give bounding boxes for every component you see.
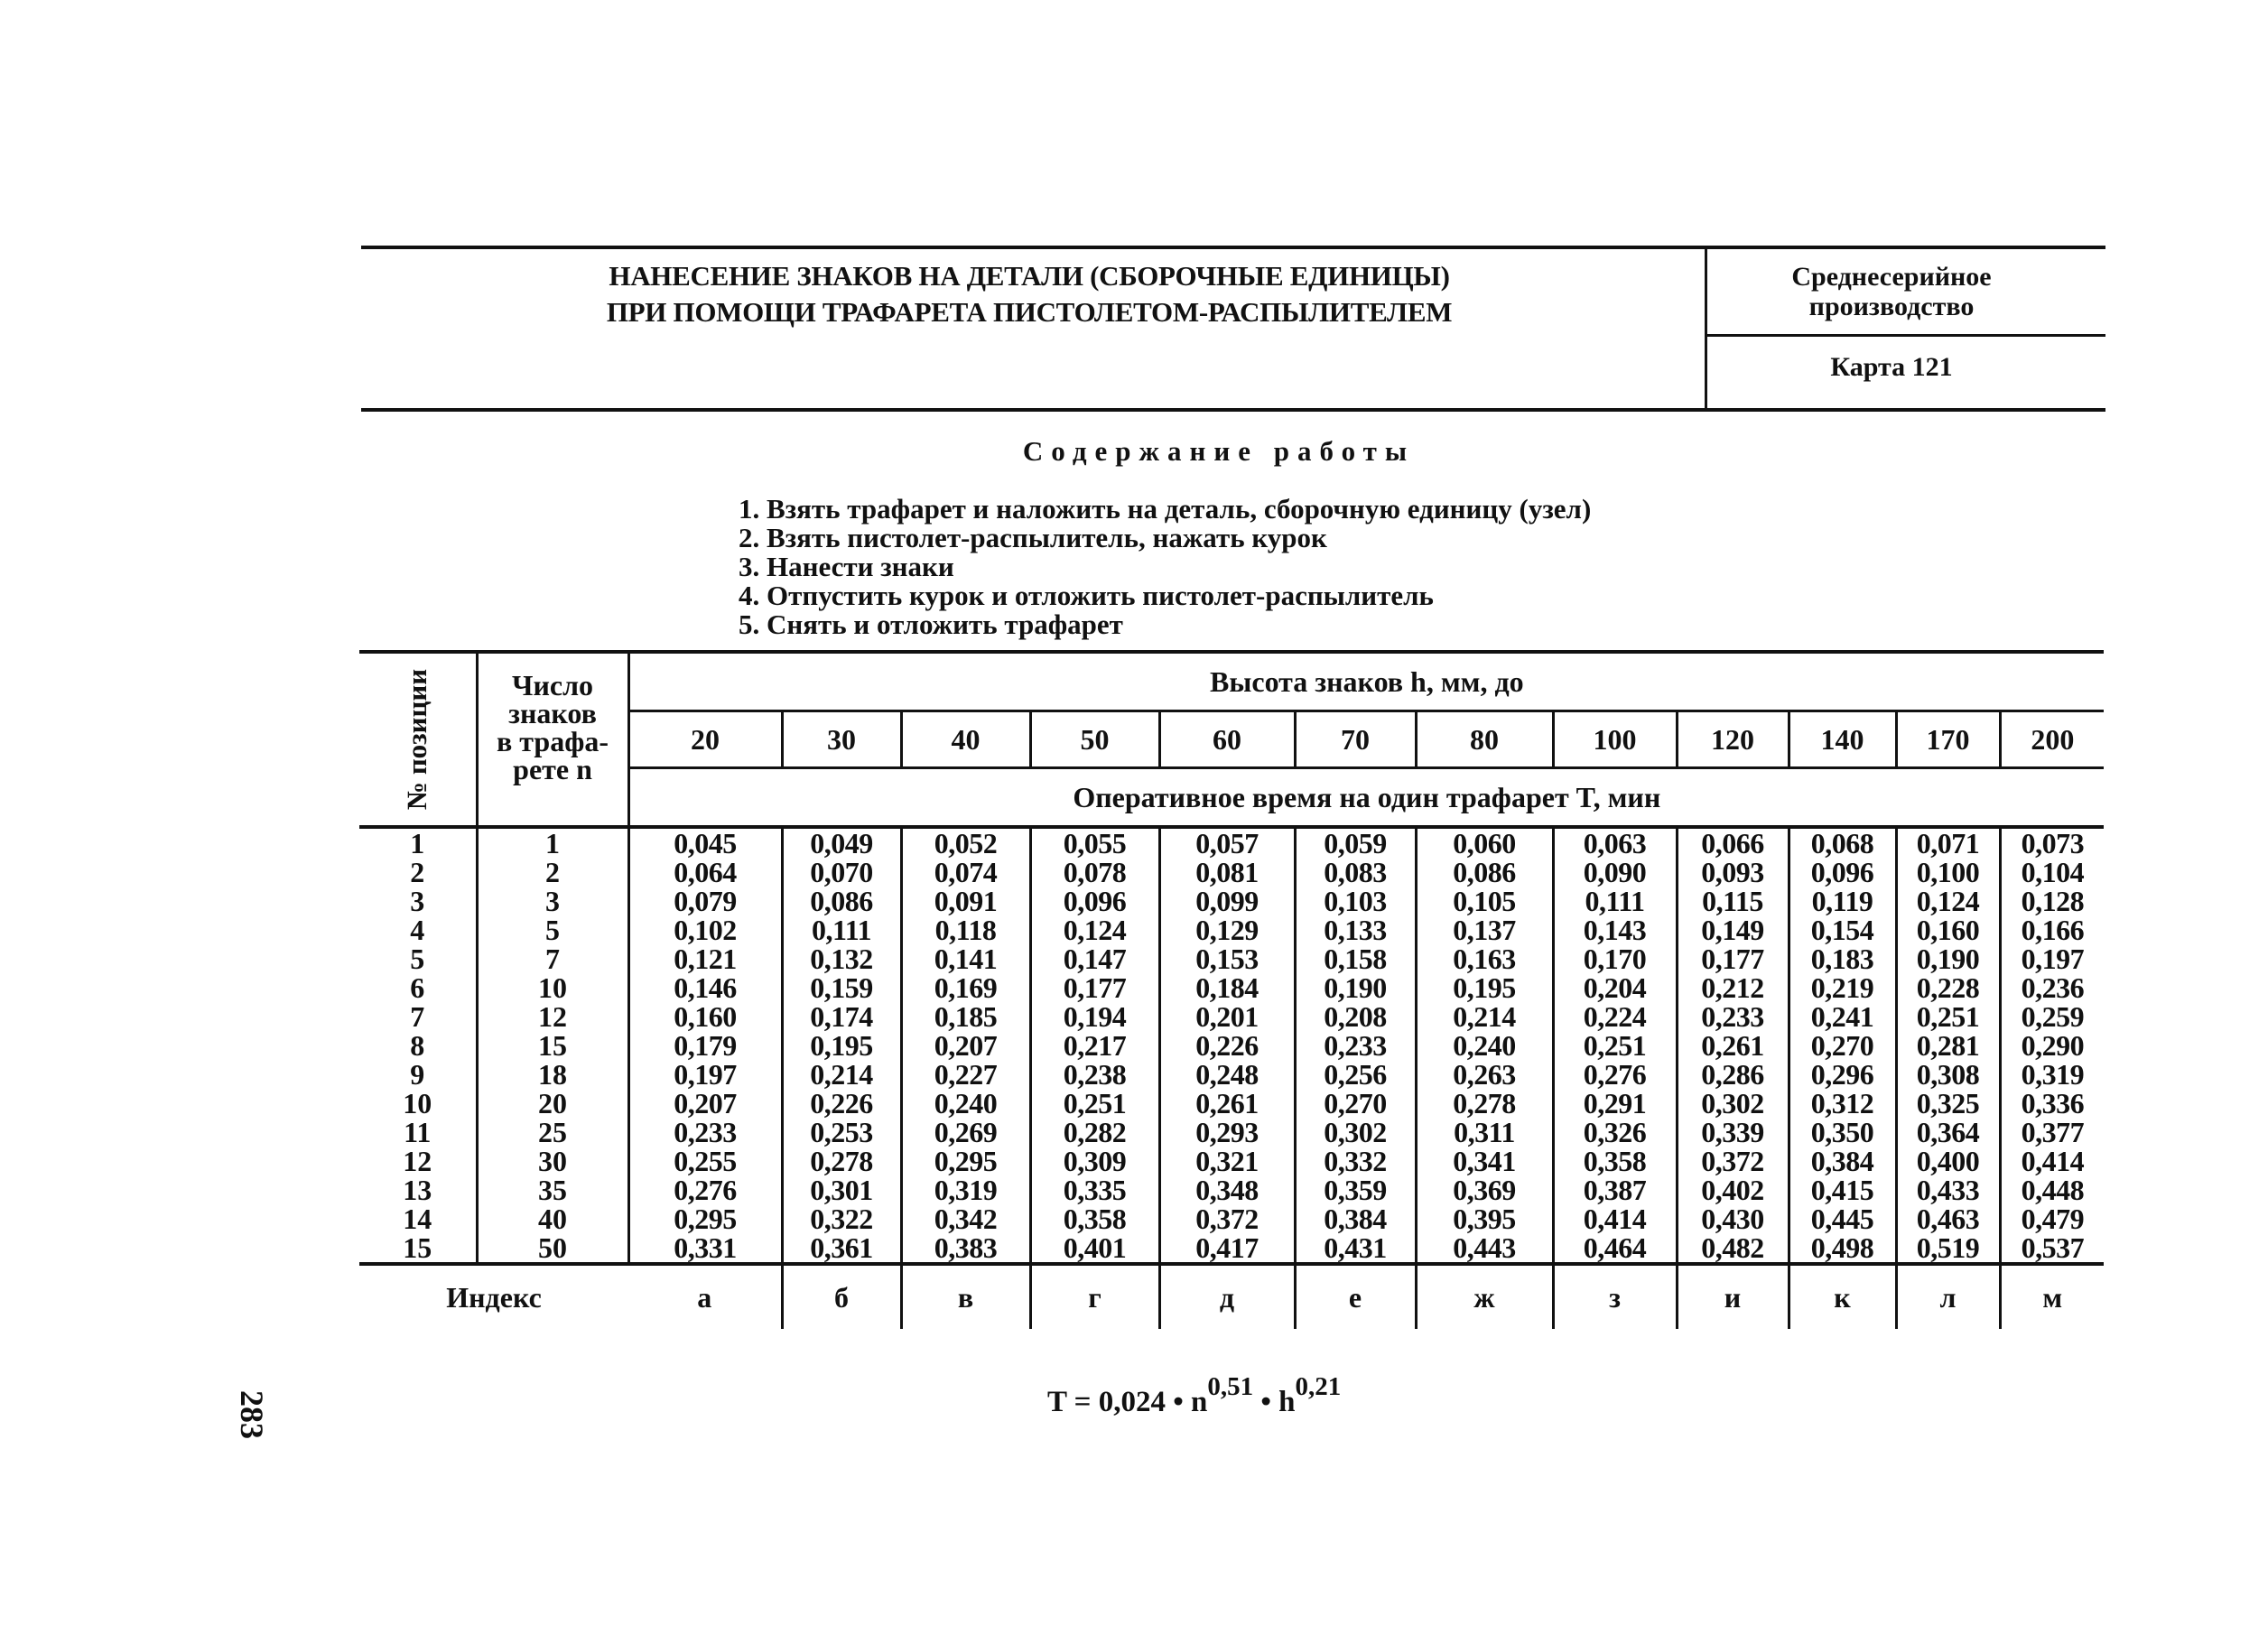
time-value: 0,319 [934, 1174, 998, 1206]
time-value: 0,111 [1585, 885, 1645, 917]
time-value: 0,214 [810, 1058, 873, 1091]
time-value: 0,290 [2021, 1029, 2085, 1062]
header-top-rule [361, 246, 2105, 249]
time-value: 0,372 [1195, 1203, 1259, 1235]
time-value: 0,190 [1324, 971, 1387, 1004]
height-header: 20 [628, 711, 782, 768]
time-value: 0,132 [810, 943, 873, 975]
position-value: 1 [410, 827, 425, 859]
position-value: 5 [410, 943, 425, 975]
time-value: 0,207 [934, 1029, 998, 1062]
time-value: 0,400 [1916, 1145, 1980, 1177]
time-value: 0,102 [674, 914, 737, 946]
time-value: 0,251 [1063, 1087, 1127, 1119]
time-value: 0,402 [1701, 1174, 1764, 1206]
time-value: 0,384 [1810, 1145, 1874, 1177]
time-value: 0,296 [1810, 1058, 1874, 1091]
time-value: 0,093 [1701, 856, 1764, 888]
time-value: 0,163 [1453, 943, 1516, 975]
time-value: 0,219 [1810, 971, 1874, 1004]
count-value: 5 [545, 914, 560, 946]
time-value: 0,359 [1324, 1174, 1387, 1206]
time-value: 0,224 [1583, 1000, 1647, 1033]
time-value: 0,240 [934, 1087, 998, 1119]
header-bottom-rule [361, 408, 2105, 412]
time-value: 0,052 [934, 827, 998, 859]
time-value: 0,253 [810, 1116, 873, 1148]
time-value: 0,066 [1701, 827, 1764, 859]
time-value: 0,387 [1583, 1174, 1647, 1206]
time-norms-table [359, 650, 2104, 1329]
time-column [628, 827, 782, 1264]
count-value: 1 [545, 827, 560, 859]
time-value: 0,174 [810, 1000, 873, 1033]
time-column [1896, 827, 2000, 1264]
time-value: 0,091 [934, 885, 998, 917]
index-cell: ж [1416, 1264, 1553, 1329]
time-value: 0,238 [1063, 1058, 1127, 1091]
time-value: 0,184 [1195, 971, 1259, 1004]
time-value: 0,278 [810, 1145, 873, 1177]
time-value: 0,159 [810, 971, 873, 1004]
time-value: 0,263 [1453, 1058, 1516, 1091]
time-value: 0,358 [1583, 1145, 1647, 1177]
time-value: 0,248 [1195, 1058, 1259, 1091]
formula-exp-h: 0,21 [1295, 1372, 1342, 1401]
work-steps-list [739, 495, 1591, 639]
time-value: 0,212 [1701, 971, 1764, 1004]
count-value: 50 [538, 1231, 567, 1264]
time-value: 0,086 [810, 885, 873, 917]
time-value: 0,233 [674, 1116, 737, 1148]
position-value: 13 [403, 1174, 432, 1206]
time-value: 0,207 [674, 1087, 737, 1119]
time-value: 0,350 [1810, 1116, 1874, 1148]
time-value: 0,233 [1701, 1000, 1764, 1033]
time-value: 0,335 [1063, 1174, 1127, 1206]
time-value: 0,301 [810, 1174, 873, 1206]
time-value: 0,233 [1324, 1029, 1387, 1062]
time-value: 0,270 [1810, 1029, 1874, 1062]
time-value: 0,160 [674, 1000, 737, 1033]
position-header-cell [359, 652, 477, 827]
time-value: 0,146 [674, 971, 737, 1004]
time-value: 0,166 [2021, 914, 2085, 946]
time-value: 0,204 [1583, 971, 1647, 1004]
time-column [1416, 827, 1553, 1264]
time-value: 0,111 [812, 914, 871, 946]
time-value: 0,276 [1583, 1058, 1647, 1091]
time-column [782, 827, 901, 1264]
time-value: 0,339 [1701, 1116, 1764, 1148]
time-value: 0,086 [1453, 856, 1516, 888]
time-value: 0,073 [2021, 827, 2085, 859]
time-value: 0,286 [1701, 1058, 1764, 1091]
time-value: 0,118 [934, 914, 997, 946]
work-step: 2. Взять пистолет-распылитель, нажать курок [739, 522, 1327, 553]
time-value: 0,261 [1195, 1087, 1259, 1119]
time-value: 0,115 [1702, 885, 1763, 917]
count-column [477, 827, 628, 1264]
count-value: 30 [538, 1145, 567, 1177]
production-type [1715, 262, 2068, 321]
data-row [359, 827, 2104, 1264]
time-value: 0,322 [810, 1203, 873, 1235]
time-value: 0,090 [1583, 856, 1647, 888]
height-header: 120 [1677, 711, 1789, 768]
time-value: 0,096 [1063, 885, 1127, 917]
time-value: 0,401 [1063, 1231, 1127, 1264]
height-header: 60 [1159, 711, 1295, 768]
time-value: 0,445 [1810, 1203, 1874, 1235]
time-value: 0,183 [1810, 943, 1874, 975]
count-header-line: в трафа- [497, 725, 609, 757]
count-header-line: рете n [513, 753, 592, 785]
time-value: 0,096 [1810, 856, 1874, 888]
time-value: 0,195 [810, 1029, 873, 1062]
time-value: 0,302 [1701, 1087, 1764, 1119]
time-value: 0,149 [1701, 914, 1764, 946]
time-value: 0,241 [1810, 1000, 1874, 1033]
document-title [361, 258, 1697, 330]
position-value: 7 [410, 1000, 425, 1033]
height-header: 70 [1295, 711, 1416, 768]
time-value: 0,443 [1453, 1231, 1516, 1264]
time-value: 0,383 [934, 1231, 998, 1264]
count-value: 3 [545, 885, 560, 917]
time-value: 0,348 [1195, 1174, 1259, 1206]
height-header: 40 [901, 711, 1030, 768]
time-value: 0,312 [1810, 1087, 1874, 1119]
time-value: 0,074 [934, 856, 998, 888]
time-value: 0,325 [1916, 1087, 1980, 1119]
height-header: 80 [1416, 711, 1553, 768]
count-value: 15 [538, 1029, 567, 1062]
time-value: 0,197 [2021, 943, 2085, 975]
time-value: 0,049 [810, 827, 873, 859]
time-value: 0,064 [674, 856, 737, 888]
time-value: 0,369 [1453, 1174, 1516, 1206]
time-header: Оперативное время на один трафарет T, мин [1073, 780, 1661, 813]
time-value: 0,141 [934, 943, 998, 975]
time-value: 0,282 [1063, 1116, 1127, 1148]
time-value: 0,308 [1916, 1058, 1980, 1091]
time-value: 0,160 [1916, 914, 1980, 946]
time-value: 0,137 [1453, 914, 1516, 946]
time-value: 0,103 [1324, 885, 1387, 917]
time-value: 0,228 [1916, 971, 1980, 1004]
formula-mid: • h [1253, 1386, 1296, 1418]
work-step: 3. Нанести знаки [739, 551, 954, 582]
time-value: 0,431 [1324, 1231, 1387, 1264]
time-value: 0,414 [1583, 1203, 1647, 1235]
time-value: 0,341 [1453, 1145, 1516, 1177]
count-header-cell [477, 652, 628, 827]
time-value: 0,068 [1810, 827, 1874, 859]
time-value: 0,197 [674, 1058, 737, 1091]
time-value: 0,261 [1701, 1029, 1764, 1062]
time-value: 0,319 [2021, 1058, 2085, 1091]
time-value: 0,099 [1195, 885, 1259, 917]
time-value: 0,236 [2021, 971, 2085, 1004]
time-value: 0,295 [674, 1203, 737, 1235]
time-value: 0,270 [1324, 1087, 1387, 1119]
time-value: 0,060 [1453, 827, 1516, 859]
position-value: 2 [410, 856, 425, 888]
index-cell: в [901, 1264, 1030, 1329]
time-value: 0,226 [810, 1087, 873, 1119]
index-cell: д [1159, 1264, 1295, 1329]
time-value: 0,078 [1063, 856, 1127, 888]
time-value: 0,430 [1701, 1203, 1764, 1235]
time-value: 0,537 [2021, 1231, 2085, 1264]
count-value: 2 [545, 856, 560, 888]
time-value: 0,433 [1916, 1174, 1980, 1206]
time-value: 0,190 [1916, 943, 1980, 975]
position-value: 8 [410, 1029, 425, 1062]
time-value: 0,482 [1701, 1231, 1764, 1264]
time-value: 0,124 [1916, 885, 1980, 917]
time-value: 0,100 [1916, 856, 1980, 888]
index-row [359, 1264, 2104, 1329]
time-value: 0,309 [1063, 1145, 1127, 1177]
time-value: 0,059 [1324, 827, 1387, 859]
time-value: 0,070 [810, 856, 873, 888]
time-value: 0,129 [1195, 914, 1259, 946]
time-value: 0,201 [1195, 1000, 1259, 1033]
work-step: 5. Снять и отложить трафарет [739, 608, 1123, 640]
time-value: 0,071 [1916, 827, 1980, 859]
time-value: 0,214 [1453, 1000, 1516, 1033]
count-value: 10 [538, 971, 567, 1004]
time-value: 0,321 [1195, 1145, 1259, 1177]
header-right-rule [1707, 334, 2105, 337]
time-value: 0,217 [1063, 1029, 1127, 1062]
time-value: 0,227 [934, 1058, 998, 1091]
time-value: 0,278 [1453, 1087, 1516, 1119]
index-cell: г [1030, 1264, 1159, 1329]
time-value: 0,417 [1195, 1231, 1259, 1264]
time-value: 0,104 [2021, 856, 2085, 888]
formula [1047, 1372, 1342, 1419]
header-row-group [359, 652, 2104, 711]
height-header: 30 [782, 711, 901, 768]
time-column [1677, 827, 1789, 1264]
count-value: 25 [538, 1116, 567, 1148]
index-cell: е [1295, 1264, 1416, 1329]
time-value: 0,063 [1583, 827, 1647, 859]
time-value: 0,195 [1453, 971, 1516, 1004]
time-column [901, 827, 1030, 1264]
time-value: 0,332 [1324, 1145, 1387, 1177]
position-column [359, 827, 477, 1264]
time-value: 0,185 [934, 1000, 998, 1033]
count-value: 18 [538, 1058, 567, 1091]
time-value: 0,158 [1324, 943, 1387, 975]
time-value: 0,147 [1063, 943, 1127, 975]
position-value: 12 [403, 1145, 432, 1177]
time-value: 0,133 [1324, 914, 1387, 946]
time-value: 0,415 [1810, 1174, 1874, 1206]
time-value: 0,395 [1453, 1203, 1516, 1235]
time-value: 0,057 [1195, 827, 1259, 859]
time-value: 0,463 [1916, 1203, 1980, 1235]
time-value: 0,302 [1324, 1116, 1387, 1148]
time-value: 0,256 [1324, 1058, 1387, 1091]
time-value: 0,293 [1195, 1116, 1259, 1148]
time-value: 0,464 [1583, 1231, 1647, 1264]
time-value: 0,124 [1063, 914, 1127, 946]
time-value: 0,119 [1811, 885, 1873, 917]
time-value: 0,311 [1454, 1116, 1515, 1148]
production-line-2: производство [1808, 292, 1975, 321]
time-value: 0,045 [674, 827, 737, 859]
time-column [1789, 827, 1896, 1264]
time-value: 0,269 [934, 1116, 998, 1148]
index-cell: а [628, 1264, 782, 1329]
index-cell: к [1789, 1264, 1896, 1329]
count-value: 12 [538, 1000, 567, 1033]
time-value: 0,326 [1583, 1116, 1647, 1148]
count-value: 7 [545, 943, 560, 975]
time-value: 0,276 [674, 1174, 737, 1206]
work-content-title: Содержание работы [1022, 435, 1416, 467]
time-value: 0,358 [1063, 1203, 1127, 1235]
time-value: 0,143 [1583, 914, 1647, 946]
position-value: 11 [404, 1116, 432, 1148]
time-value: 0,083 [1324, 856, 1387, 888]
time-value: 0,291 [1583, 1087, 1647, 1119]
position-value: 10 [403, 1087, 432, 1119]
time-value: 0,170 [1583, 943, 1647, 975]
time-column [2000, 827, 2104, 1264]
time-value: 0,177 [1701, 943, 1764, 975]
time-value: 0,479 [2021, 1203, 2085, 1235]
work-step: 4. Отпустить курок и отложить пистолет-распылитель [739, 580, 1434, 611]
time-column [1030, 827, 1159, 1264]
index-cell: и [1677, 1264, 1789, 1329]
index-cell: з [1553, 1264, 1677, 1329]
time-value: 0,255 [674, 1145, 737, 1177]
time-column [1295, 827, 1416, 1264]
work-step: 1. Взять трафарет и наложить на деталь, сборочную единицу (узел) [739, 493, 1592, 525]
production-line-1: Среднесерийное [1791, 262, 1992, 292]
time-value: 0,208 [1324, 1000, 1387, 1033]
title-line-1: НАНЕСЕНИЕ ЗНАКОВ НА ДЕТАЛИ (СБОРОЧНЫЕ ЕДИНИЦЫ) [609, 260, 1450, 292]
header-divider [1705, 246, 1707, 412]
time-value: 0,259 [2021, 1000, 2085, 1033]
position-value: 15 [403, 1231, 432, 1264]
count-header-line: знаков [508, 697, 597, 729]
time-value: 0,105 [1453, 885, 1516, 917]
time-value: 0,281 [1916, 1029, 1980, 1062]
count-header-line: Число [511, 669, 594, 701]
time-value: 0,448 [2021, 1174, 2085, 1206]
time-value: 0,377 [2021, 1116, 2085, 1148]
time-value: 0,154 [1810, 914, 1874, 946]
index-label: Индекс [446, 1280, 542, 1314]
time-value: 0,498 [1810, 1231, 1874, 1264]
position-value: 6 [410, 971, 425, 1004]
time-value: 0,240 [1453, 1029, 1516, 1062]
height-header: 170 [1896, 711, 2000, 768]
position-value: 4 [410, 914, 425, 946]
time-value: 0,251 [1583, 1029, 1647, 1062]
index-cell: м [2042, 1280, 2063, 1314]
time-value: 0,194 [1063, 1000, 1127, 1033]
time-value: 0,519 [1916, 1231, 1980, 1264]
time-value: 0,169 [934, 971, 998, 1004]
index-cell: б [782, 1264, 901, 1329]
position-header: № позиции [401, 668, 433, 811]
time-value: 0,331 [674, 1231, 737, 1264]
title-line-2: ПРИ ПОМОЩИ ТРАФАРЕТА ПИСТОЛЕТОМ-РАСПЫЛИТЕЛЕМ [606, 296, 1453, 328]
time-value: 0,295 [934, 1145, 998, 1177]
time-value: 0,226 [1195, 1029, 1259, 1062]
position-value: 3 [410, 885, 425, 917]
time-value: 0,128 [2021, 885, 2085, 917]
index-cell: л [1896, 1264, 2000, 1329]
position-value: 14 [403, 1203, 432, 1235]
count-value: 40 [538, 1203, 567, 1235]
time-value: 0,081 [1195, 856, 1259, 888]
time-value: 0,055 [1063, 827, 1127, 859]
height-header: 50 [1030, 711, 1159, 768]
card-number: Карта 121 [1830, 352, 1953, 382]
time-value: 0,364 [1916, 1116, 1980, 1148]
height-header: 100 [1553, 711, 1677, 768]
page-number: 283 [234, 1390, 270, 1439]
time-column [1553, 827, 1677, 1264]
count-value: 20 [538, 1087, 567, 1119]
height-header: 200 [2000, 711, 2104, 768]
time-value: 0,342 [934, 1203, 998, 1235]
time-value: 0,251 [1916, 1000, 1980, 1033]
time-column [1159, 827, 1295, 1264]
time-value: 0,361 [810, 1231, 873, 1264]
height-header: 140 [1789, 711, 1896, 768]
time-value: 0,121 [674, 943, 737, 975]
position-value: 9 [410, 1058, 425, 1091]
formula-exp-n: 0,51 [1207, 1372, 1254, 1401]
height-group-header: Высота знаков h, мм, до [628, 652, 2104, 711]
time-value: 0,384 [1324, 1203, 1387, 1235]
formula-lhs: T = 0,024 • n [1047, 1386, 1208, 1418]
time-value: 0,153 [1195, 943, 1259, 975]
time-value: 0,179 [674, 1029, 737, 1062]
time-value: 0,336 [2021, 1087, 2085, 1119]
count-value: 35 [538, 1174, 567, 1206]
time-value: 0,177 [1063, 971, 1127, 1004]
time-value: 0,372 [1701, 1145, 1764, 1177]
time-value: 0,414 [2021, 1145, 2085, 1177]
time-value: 0,079 [674, 885, 737, 917]
